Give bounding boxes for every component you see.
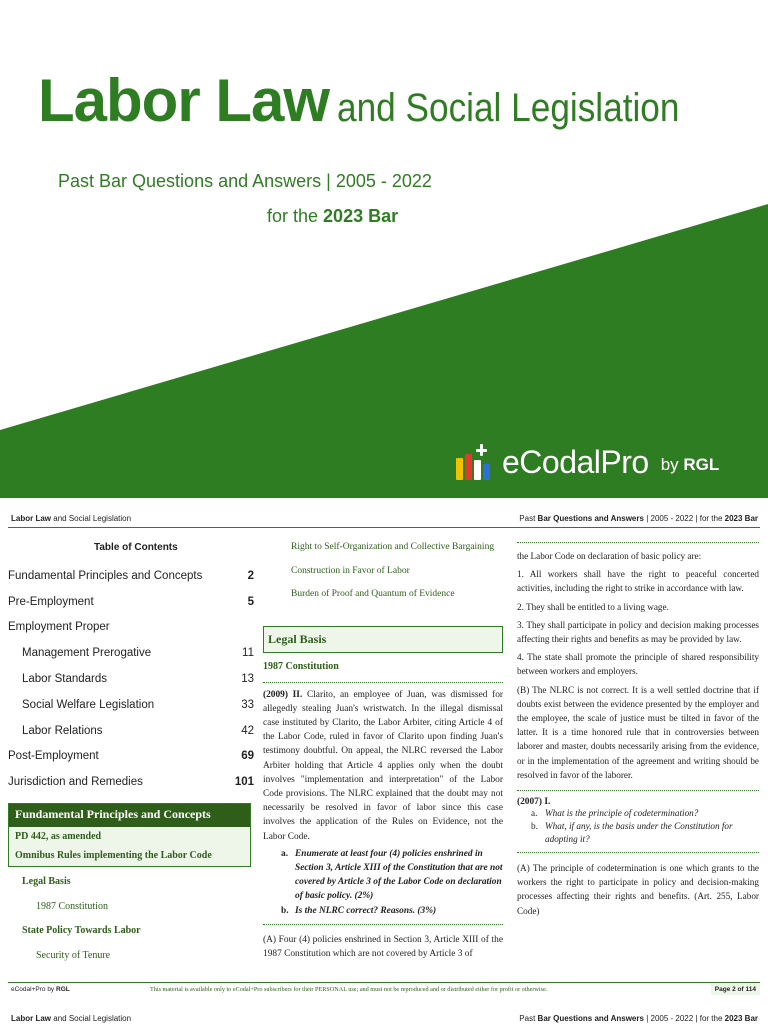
answer-2007-a: (A) The principle of codetermination is one which grants to the workers the right to participate in policy and decision-making processes affecting their rights and benefits. (Art. 255, Labor Code) [517,863,759,916]
dotted-divider [263,924,503,925]
source-pd-442: PD 442, as amended [15,831,102,842]
cover-bar-line [267,206,398,227]
footer-divider [8,982,760,983]
policy-item-4: 4. The state shall promote the principle of shared responsibility between workers and employers. [517,652,759,677]
right-column [517,542,759,918]
cover-subtitle: Past Bar Questions and Answers | 2005 - 2022 [58,171,432,191]
toc-item-management-prerogative[interactable]: Management Prerogative 11 [22,647,254,660]
toc-item-social-welfare[interactable]: Social Welfare Legislation 33 [22,698,254,711]
footer-brand: eCodal+Pro by RGL [11,986,70,993]
next-page-header-right: Past Bar Questions and Answers | 2005 - 2022 | for the 2023 Bar [519,1014,758,1023]
book-stack-icon [456,442,500,482]
toc-item-employment-proper[interactable]: Employment Proper [8,621,110,634]
outline-link-state-policy[interactable]: State Policy Towards Labor [22,925,141,936]
dotted-divider [263,682,503,683]
toc-title: Table of Contents [94,542,178,553]
policy-item-2: 2. They shall be entitled to a living wage. [517,601,669,612]
legal-basis-heading: Legal Basis [263,626,503,653]
toc-item-fundamental-principles[interactable]: Fundamental Principles and Concepts 2 [8,569,254,582]
question-2009-parts [263,847,503,918]
question-2007-tag: (2007) I. [517,797,551,808]
logo-by: by RGL [660,455,720,474]
header-divider [8,527,760,528]
answer-2009-a: (A) Four (4) policies enshrined in Section 3, Article XIII of the 1987 Constitution which are not covered by Article 3 of [263,934,503,959]
dotted-divider [517,790,759,791]
cover-title-bold: Labor Law [38,67,330,134]
policy-item-3: 3. They shall participate in policy and decision making processes affecting their rights and benefits as may be provided by law. [517,619,759,645]
answer-2009-b: (B) The NLRC is not correct. It is a well settled doctrine that if doubts exist between the evidence presented by the employer and the employee, the scale of justice must be tilted in favor of the latter. It is a time honored rule that in controversies between laborer and master, doubts necessarily arising from the evidence, or in the implementation of the agreement and writing should be resolved in favor of the laborer. [517,684,759,780]
outline-link-burden-of-proof[interactable]: Burden of Proof and Quantum of Evidence [291,589,455,599]
source-omnibus-rules: Omnibus Rules implementing the Labor Code [15,850,212,861]
outline-link-construction-favor-labor[interactable]: Construction in Favor of Labor [291,565,410,576]
dotted-divider [517,542,759,543]
toc-item-pre-employment[interactable]: Pre-Employment 5 [8,595,254,608]
logo-text: eCodalPro [502,443,649,480]
table-of-contents [8,563,254,795]
footer-notice: This material is available only to eCodal+Pro subscribers for their PERSONAL use; and must not be reproduced and or distributed either for profit or otherwise. [150,986,548,993]
policy-item-1: 1. All workers shall have the right to peaceful concerted activities, including the right to strike in accordance with law. [517,569,759,594]
page-header-left: Labor Law and Social Legislation [11,514,132,523]
dotted-divider [517,852,759,853]
cover-title [38,66,726,135]
answer-continuation: the Labor Code on declaration of basic policy are: [517,551,702,561]
outline-link-1987-constitution[interactable]: 1987 Constitution [36,900,108,912]
cover [0,0,768,498]
question-2009-part-b: b. Is the NLRC correct? Reasons. (3%) [281,905,437,916]
page-header-right: Past Bar Questions and Answers | 2005 - 2022 | for the 2023 Bar [519,514,758,523]
next-page-header-left: Labor Law and Social Legislation [11,1014,132,1023]
toc-item-labor-relations[interactable]: Labor Relations 42 [22,724,254,737]
outline-link-security-of-tenure[interactable]: Security of Tenure [36,949,111,961]
toc-item-post-employment[interactable]: Post-Employment 69 [8,750,254,763]
page-number: Page 2 of 114 [711,984,760,995]
question-2009-part-a: a. Enumerate at least four (4) policies enshrined in Section 3, Article XIII of the Constitution that are not covered by Article 3 of the Labor Code on declaration of basic policy. (2%) [281,848,503,902]
toc-item-labor-standards[interactable]: Labor Standards 13 [22,673,254,686]
ecodalpro-logo [456,440,719,484]
middle-column [263,542,503,961]
outline-link-self-organization[interactable]: Right to Self-Organization and Collective Bargaining [291,542,495,552]
section-heading: Fundamental Principles and Concepts [9,804,250,827]
cover-for-the: for the [267,206,319,226]
question-2007-part-a: a. What is the principle of codetermination? [531,808,699,819]
cover-bar-year: 2023 Bar [323,206,399,226]
cover-title-rest: and Social Legislation [337,86,680,130]
question-2007-part-b: b. What, if any, is the basis under the Constitution for adopting it? [531,821,733,845]
outline-link-legal-basis[interactable]: Legal Basis [22,876,71,887]
toc-item-jurisdiction[interactable]: Jurisdiction and Remedies 101 [8,776,254,789]
document-page [0,505,768,1024]
section-outline [22,876,252,974]
constitution-subheading: 1987 Constitution [263,660,339,672]
question-2009: (2009) II. Clarito, an employee of Juan, was dismissed for allegedly stealing Juan's wristwatch. In the illegal dismissal case instituted by Clarito, the Labor Arbiter, citing Article 4 of the Labor Code, ruled in favor of Clarito upon finding Juan's testimony doubtful. On appeal, the NLRC reversed the Labor Arbiter holding that Article 4 applies only when the doubt involves "implementation and interpretation" of the Labor Code provisions. The NLRC explained that the doubt may not necessarily be resolved in favor of labor since this case involves the application of the Rules on Evidence, not the Labor Code. [263,689,504,842]
section-box-fundamental-principles [8,803,251,867]
